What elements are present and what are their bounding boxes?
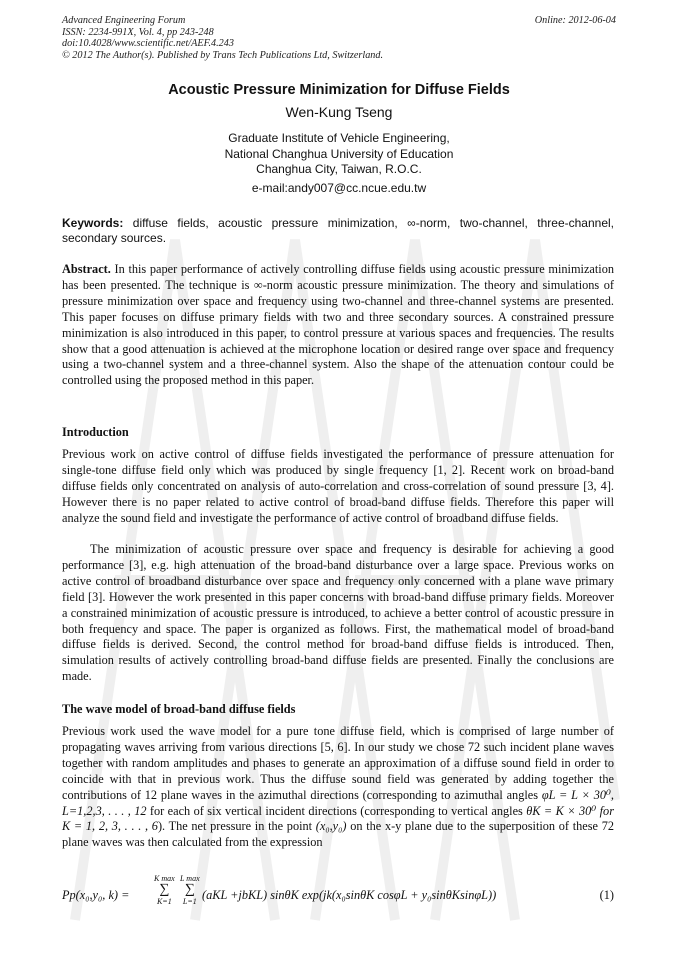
equation-1 [62,874,614,922]
affiliation-line: Changhua City, Taiwan, R.O.C. [256,162,422,176]
author-email: e-mail:andy007@cc.ncue.edu.tw [251,181,427,195]
doi-line: doi:10.4028/www.scientific.net/AEF.4.243 [62,38,234,50]
wave-model-text: ). The net pressure in the point [157,819,316,834]
sum-l [180,874,200,906]
wave-model-text: on the x-y plane due to the superposition of these 72 plane waves was then calculated from the expression [62,819,614,850]
copyright-line: © 2012 The Author(s). Published by Trans Tech Publications Ltd, Switzerland. [62,49,384,61]
wave-model-text: for each of six vertical incident directions (corresponding to vertical angles [146,803,527,818]
sum-k [154,874,175,906]
keywords [62,216,614,246]
affiliation-line: National Changhua University of Education [224,146,454,161]
journal-header [62,15,383,61]
point-expression: (x₀,y₀) [315,819,347,834]
abstract-label: Abstract. [62,262,111,276]
equation-lhs: Pp(x₀,y₀, k) = [62,888,130,902]
wave-model-heading: The wave model of broad-band diffuse fields [62,702,296,716]
introduction-paragraph-1: Previous work on active control of diffuse fields investigated the performance of pressure attenuation for single-tone diffuse field only which was produced by single frequency [1, 2]. Recent work on broad-band diffuse fields only concentrated on analysis of auto-correlation and cross-correlation of sound pressure [3, 4]. However there is no paper related to active control of broad-band diffuse fields. Therefore this paper will analyze the sound field and investigate the performance of active control of broadband diffuse fields. [62,447,614,525]
wave-model-paragraph [62,724,614,851]
wave-model-text: Previous work used the wave model for a pure tone diffuse field, which is comprised of large number of propagating waves arriving from various directions [5, 6]. In our study we chose 72 such incident plane waves together with random amplitudes and phases to generate an approximation of a diffuse sound field in order to coincide with that in previous work. Thus the diffuse sound field was generated by adding together the contributions of 12 plane waves in the azimuthal directions (corresponding to azimuthal angles [62,724,614,802]
paper-title: Acoustic Pressure Minimization for Diffuse Fields [168,82,510,98]
abstract [62,262,614,389]
introduction-paragraph-2: The minimization of acoustic pressure over space and frequency is desirable for achieving a good performance [3], e.g. high attenuation of the broad-band disturbance over a large space. Previous works on active control of broadband disturbance over space and frequency only concerned with a plane wave primary field [3]. However the work presented in this paper concerns with broad-band diffuse primary fields. Moreover a constrained minimization of acoustic pressure is introduced, to achieve a better control of acoustic pressure in both frequency and space. The paper is organized as follows. First, the mathematical model of broad-band diffuse fields is derived. Second, the control method for broad-band diffuse fields is introduced. Then, simulation results of actively controlling broad-band diffuse fields are presented. Finally the conclusions are made. [62,542,614,684]
affiliation-line: Graduate Institute of Vehicle Engineering, [228,131,450,145]
keywords-text: diffuse fields, acoustic pressure minimization, ∞-norm, two-channel, three-channel, secondary sources. [62,216,614,245]
keywords-label: Keywords: [62,216,124,230]
issn-line: ISSN: 2234-991X, Vol. 4, pp 243-248 [62,26,214,38]
sigma-symbol: ∑ [159,882,170,897]
journal-name: Advanced Engineering Forum [62,15,186,26]
azimuth-expression: φL = L × 30⁰, L=1,2,3, . . . , 12 [62,787,614,818]
vertical-expression: θK = K × 30⁰ for K = 1, 2, 3, . . . , 6 [62,803,614,834]
sum-l-upper-limit: L max [180,874,200,883]
abstract-text: In this paper performance of actively controlling diffuse fields using acoustic pressure minimization has been presented. The technique is ∞-norm acoustic pressure minimization. The theory and simulations of pressure minimization over space and frequency using two-channel and three-channel systems are presented. This paper focuses on diffuse primary fields with two and three secondary sources. A constrained pressure minimization is also introduced in this paper, to control pressure at various spaces and frequencies. The results show that a good attenuation is achieved at the microphone location or desired range over space and frequency using a two-channel system and a three-channel system. Also the shape of the attenuation contour could be controlled using the proposed method in this paper. [62,262,614,388]
online-date: Online: 2012-06-04 [534,15,616,26]
introduction-heading: Introduction [62,425,129,439]
sum-l-lower-limit: L=1 [182,897,197,906]
equation-body: (aKL +jbKL) sinθK exp(jk(x₀sinθK cosφL + y₀sinθKsinφL)) [202,888,497,902]
sigma-symbol: ∑ [184,882,195,897]
equation-number: (1) [599,888,614,902]
sum-k-lower-limit: K=1 [156,897,172,906]
author-name: Wen-Kung Tseng [285,104,393,120]
sum-k-upper-limit: K max [154,874,175,883]
affiliation [0,131,678,178]
